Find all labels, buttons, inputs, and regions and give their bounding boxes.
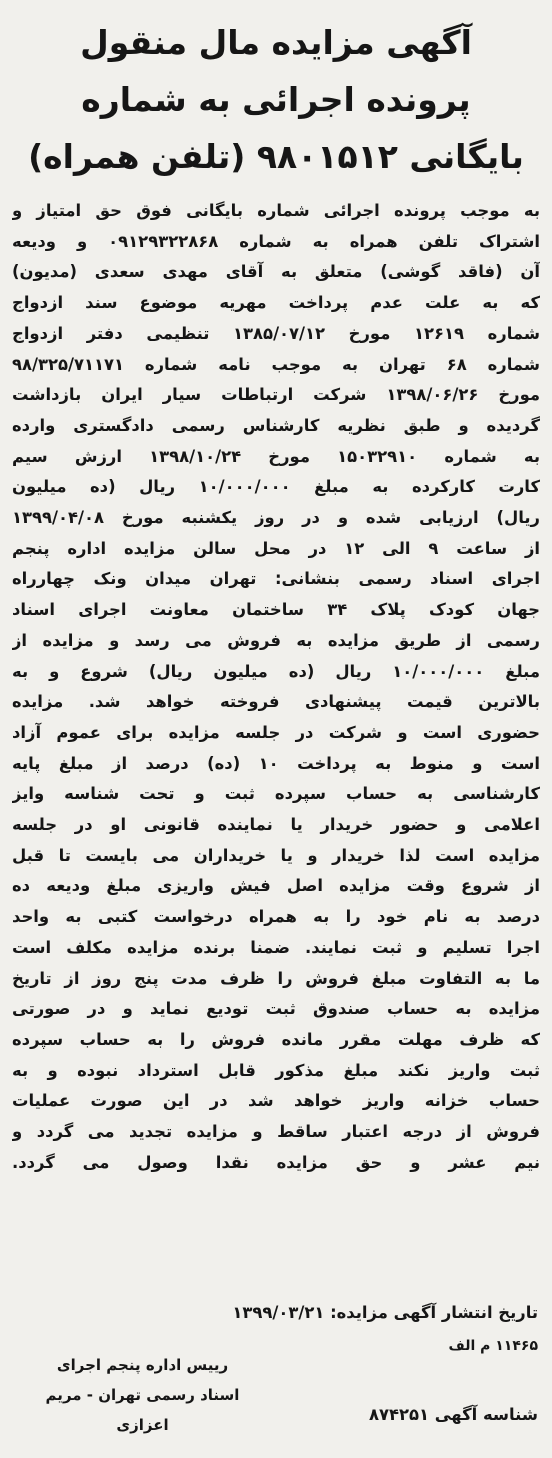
publish-date: تاریخ انتشار آگهی مزایده: ۱۳۹۹/۰۳/۲۱ [232, 1303, 538, 1322]
body-line: مبلغ ۱۰/۰۰۰/۰۰۰ ریال (ده میلیون ریال) شروع و به [12, 661, 540, 681]
signature-name: اسناد رسمی تهران - مریم اعزازی [45, 1386, 240, 1434]
body-line: فروش از درجه اعتبار ساقط و مزایده تجدید می گردد و [12, 1122, 540, 1142]
body-line: مورخ ۱۳۹۸/۰۶/۲۶ شرکت ارتباطات سیار ایران بازداشت [12, 385, 540, 405]
body-line: گردیده و طبق نظریه کارشناس رسمی دادگستری وارده [12, 415, 540, 435]
body-line: مزایده به حساب صندوق ثبت تودیع نماید و در صورتی [12, 999, 540, 1019]
body-line: اجرا تسلیم و ثبت نمایند. ضمنا برنده مزایده مکلف است [12, 937, 540, 957]
body-line: نیم عشر و حق مزایده نقدا وصول می گردد. [12, 1152, 540, 1172]
ad-id: شناسه آگهی ۸۷۴۲۵۱ [368, 1405, 538, 1424]
body-line: از شروع وقت مزایده اصل فیش واریزی مبلغ ودیعه ده [12, 876, 540, 896]
notice-title [10, 14, 542, 185]
title-line: آگهی مزایده مال منقول [80, 23, 472, 62]
title-line: بایگانی ۹۸۰۱۵۱۲ (تلفن همراه) [28, 137, 524, 176]
body-line: از ساعت ۹ الی ۱۲ در محل سالن مزایده اداره پنجم [12, 538, 540, 558]
body-line: که ظرف مهلت مقرر مانده فروش را به حساب سپرده [12, 1029, 540, 1049]
body-line: جهان کودک پلاک ۳۴ ساختمان معاونت اجرای اسناد [12, 600, 540, 620]
body-line: اعلامی و حضور خریدار یا نماینده قانونی او در جلسه [12, 815, 540, 835]
body-line: درصد به نام خود را به همراه درخواست کتبی به واحد [12, 907, 540, 927]
body-line: ریال) ارزیابی شده و در روز یکشنبه مورخ ۱۳۹۹/۰۴/۰۸ [12, 508, 540, 528]
body-line: که به علت عدم پرداخت مهریه موضوع سند ازدواج [12, 293, 540, 313]
title-line: پرونده اجرائی به شماره [81, 80, 471, 119]
body-line: به موجب پرونده اجرائی شماره بایگانی فوق حق امتیاز و [12, 201, 540, 220]
body-line: آن (فاقد گوشی) متعلق به آقای مهدی سعدی (مدیون) [12, 262, 540, 282]
body-line: رسمی از طریق مزایده به فروش می رسد و مزایده از [12, 630, 540, 650]
body-line: اشتراک تلفن همراه به شماره ۰۹۱۲۹۳۲۲۸۶۸ و ودیعه [12, 231, 540, 251]
body-line: شماره ۶۸ تهران به موجب نامه شماره ۹۸/۳۲۵/۷۱۱۷۱ [12, 354, 540, 374]
notice-body [12, 196, 540, 1179]
body-line: به شماره ۱۵۰۳۲۹۱۰ مورخ ۱۳۹۸/۱۰/۲۴ ارزش سیم [12, 446, 540, 466]
body-line: حساب خزانه واریز خواهد شد در این صورت عملیات [12, 1091, 540, 1111]
body-line: شماره ۱۲۶۱۹ مورخ ۱۳۸۵/۰۷/۱۲ تنظیمی دفتر ازدواج [12, 323, 540, 343]
body-line: است و منوط به پرداخت ۱۰ (ده) درصد از مبلغ پایه [12, 753, 540, 773]
body-line: ثبت واریز نکند مبلغ مذکور قابل استرداد نبوده و به [12, 1060, 540, 1080]
body-line: کارت کارکرده به مبلغ ۱۰/۰۰۰/۰۰۰ ریال (ده میلیون [12, 477, 540, 497]
signature-block [20, 1350, 265, 1440]
body-line: مزایده است لذا خریدار و یا خریداران می بایست تا قبل [12, 845, 540, 865]
reference-code: ۱۱۴۶۵ م الف [448, 1338, 538, 1354]
body-line: کارشناسی به حساب سپرده ثبت و تحت شناسه وایز [12, 784, 540, 804]
body-line: ما به التفاوت مبلغ فروش را ظرف مدت پنج روز از تاریخ [12, 968, 540, 988]
body-line: حضوری است و شرکت در جلسه مزایده برای عموم آزاد [12, 722, 540, 742]
body-line: اجرای اسناد رسمی بنشانی: تهران میدان ونک چهارراه [12, 569, 540, 589]
signature-title: رییس اداره پنجم اجرای [56, 1356, 229, 1374]
body-line: بالاترین قیمت پیشنهادی فروخته خواهد شد. مزایده [12, 692, 540, 712]
